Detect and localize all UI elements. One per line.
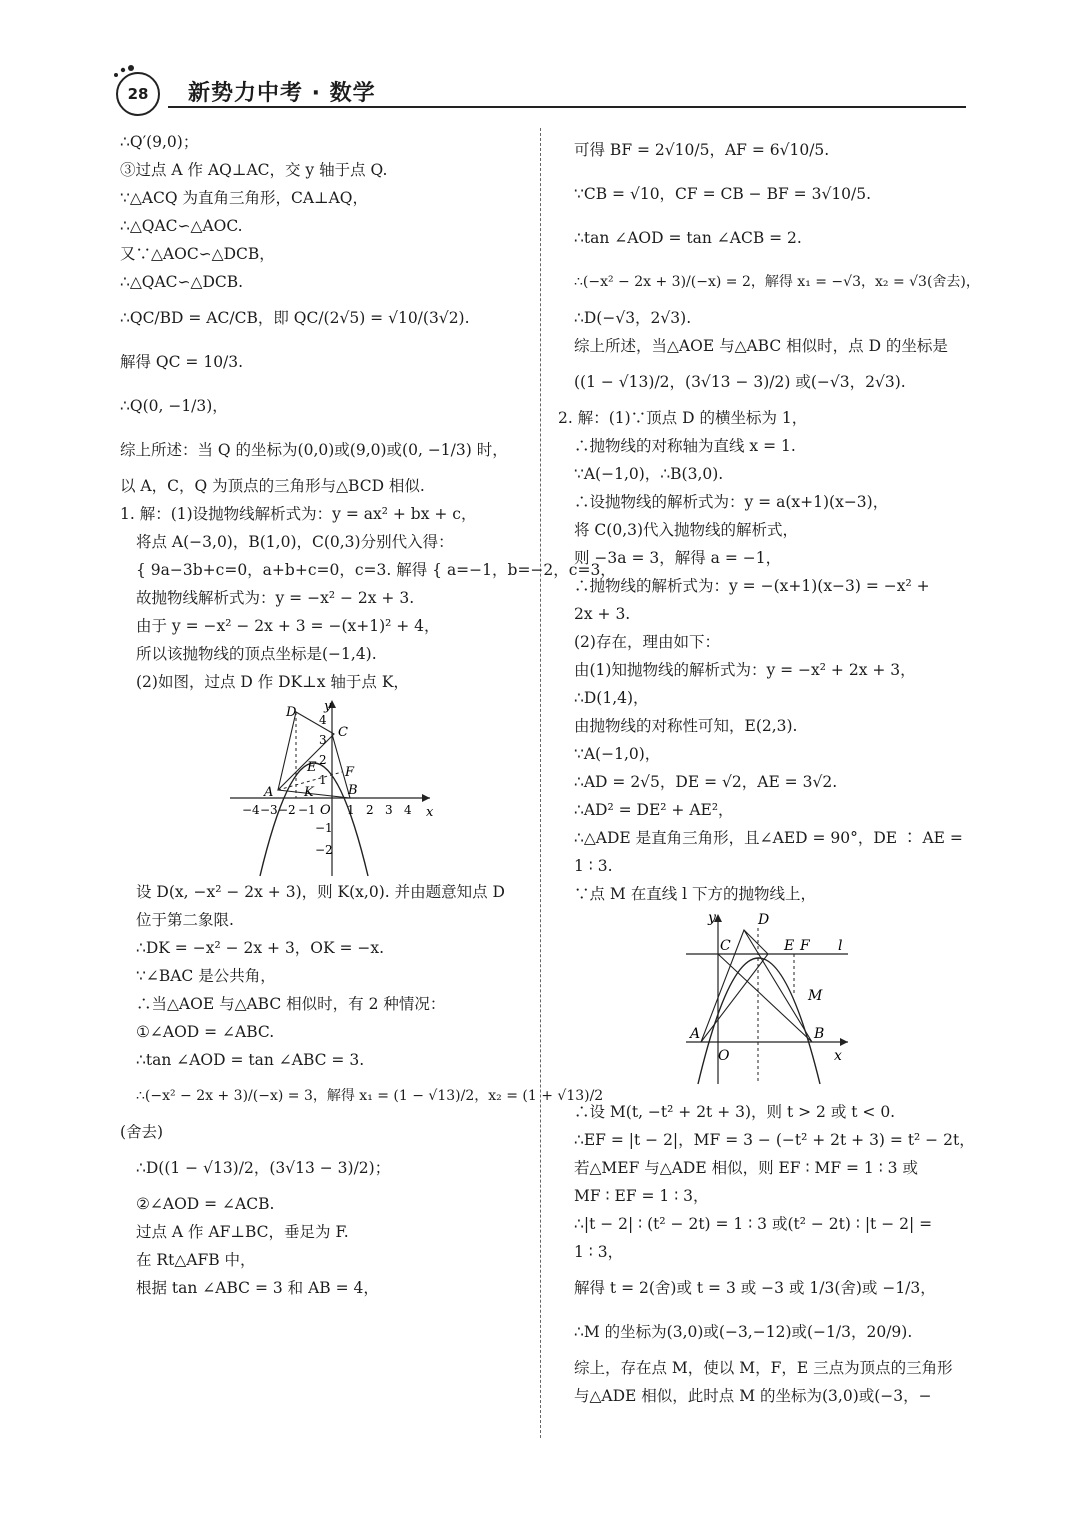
problem-2-line: ∴△ADE 是直角三角形，且∠AED = 90°，DE ∶ AE = bbox=[574, 829, 963, 847]
q-point: ∴Q(0, −1/3)， bbox=[120, 397, 228, 415]
d-point-2: ∴D(−√3，2√3). bbox=[574, 309, 692, 327]
cb-cf: ∵CB = √10，CF = CB − BF = 3√10/5. bbox=[574, 185, 872, 203]
summary-d: 综上所述，当△AOE 与△ABC 相似时，点 D 的坐标是 bbox=[574, 337, 948, 355]
ratio-equation: ∴QC/BD = AC/CB，即 QC/(2√5) = √10/(3√2). bbox=[120, 309, 470, 327]
summary-q-cont: 以 A，C，Q 为顶点的三角形与△BCD 相似. bbox=[120, 477, 425, 495]
problem-2-line: ∵点 M 在直线 l 下方的抛物线上， bbox=[574, 885, 817, 903]
label-y: y bbox=[324, 699, 332, 714]
summary-q: 综上所述：当 Q 的坐标为(0,0)或(9,0)或(0, −1/3) 时， bbox=[120, 441, 508, 459]
label-o: O bbox=[320, 803, 331, 818]
problem-2-line: 1 ∶ 3. bbox=[574, 857, 613, 875]
problem-2-line: ∵A(−1,0)， bbox=[574, 745, 661, 763]
text-line: ∴设 M(t, −t² + 2t + 3)，则 t > 2 或 t < 0. bbox=[574, 1103, 896, 1121]
text-line: ∴tan ∠AOD = tan ∠ABC = 3. bbox=[136, 1051, 365, 1069]
text-line: 又∵△AOC∽△DCB， bbox=[120, 245, 275, 263]
problem-2-line: ∴抛物线的解析式为：y = −(x+1)(x−3) = −x² + bbox=[574, 577, 930, 595]
text-line: ∵∠BAC 是公共角， bbox=[136, 967, 276, 985]
label-e: E bbox=[307, 760, 317, 775]
text-line: ∴△QAC∽△AOC. bbox=[120, 217, 243, 235]
page-header bbox=[104, 62, 966, 112]
label-b: B bbox=[348, 783, 358, 798]
problem-1-line: (2)如图，过点 D 作 DK⊥x 轴于点 K， bbox=[136, 673, 409, 691]
right-column bbox=[558, 128, 980, 1410]
label-f: F bbox=[345, 765, 355, 780]
problem-2-line: (2)存在，理由如下： bbox=[574, 633, 720, 651]
problem-2-line: 则 −3a = 3，解得 a = −1， bbox=[574, 549, 782, 567]
x-tick: 4 bbox=[404, 803, 412, 817]
label-k: K bbox=[304, 785, 314, 800]
x-tick: −4 bbox=[242, 803, 260, 817]
problem-2-line: 将 C(0,3)代入抛物线的解析式， bbox=[574, 521, 799, 539]
label-c: C bbox=[720, 938, 731, 954]
label-d: D bbox=[758, 912, 770, 928]
text-line: ③过点 A 作 AQ⊥AC，交 y 轴于点 Q. bbox=[120, 161, 388, 179]
book-title: 新势力中考 · 数学 bbox=[188, 81, 376, 106]
problem-2-line: 2. 解：(1)∵顶点 D 的横坐标为 1， bbox=[558, 409, 808, 427]
text-line: 位于第二象限. bbox=[136, 911, 234, 929]
problem-1-line: 由于 y = −x² − 2x + 3 = −(x+1)² + 4， bbox=[136, 617, 440, 635]
text-line: 若△MEF 与△ADE 相似，则 EF ∶ MF = 1 ∶ 3 或 bbox=[574, 1159, 918, 1177]
page-number: 28 bbox=[116, 72, 160, 116]
text-line: ∴DK = −x² − 2x + 3，OK = −x. bbox=[136, 939, 385, 957]
y-tick: −2 bbox=[315, 843, 333, 857]
text-line: 1 ∶ 3， bbox=[574, 1243, 624, 1261]
problem-2-line: ∴AD = 2√5，DE = √2，AE = 3√2. bbox=[574, 773, 838, 791]
text-line: ①∠AOD = ∠ABC. bbox=[136, 1023, 275, 1041]
problem-2-line: ∴D(1,4)， bbox=[574, 689, 649, 707]
column-divider bbox=[540, 128, 541, 1438]
y-tick: 3 bbox=[319, 733, 327, 747]
y-tick: 2 bbox=[319, 753, 327, 767]
problem-2-line: 2x + 3. bbox=[574, 605, 631, 623]
x-axis-arrow-icon bbox=[840, 1038, 848, 1046]
header-rule bbox=[168, 106, 966, 108]
x-tick: 3 bbox=[385, 803, 393, 817]
problem-2-line: ∴AD² = DE² + AE²， bbox=[574, 801, 734, 819]
text-line: 在 Rt△AFB 中， bbox=[136, 1251, 256, 1269]
label-f: F bbox=[800, 938, 810, 954]
label-x: x bbox=[834, 1048, 842, 1064]
label-o: O bbox=[718, 1048, 730, 1064]
y-tick: 4 bbox=[319, 713, 327, 727]
final-conclusion: 综上，存在点 M，使以 M，F，E 三点为顶点的三角形与△ADE 相似，此时点 M 的坐标为(3,0)或(−3，− bbox=[574, 1359, 953, 1405]
y-tick: 1 bbox=[319, 773, 327, 787]
solve-t: 解得 t = 2(舍)或 t = 3 或 −3 或 1/3(舍)或 −1/3， bbox=[574, 1279, 936, 1297]
problem-1-line: 将点 A(−3,0)，B(1,0)，C(0,3)分别代入得： bbox=[136, 533, 454, 551]
problem-1-line: 所以该抛物线的顶点坐标是(−1,4). bbox=[136, 645, 377, 663]
text-line: ∴|t − 2| ∶ (t² − 2t) = 1 ∶ 3 或(t² − 2t) ∶ |t − 2| = bbox=[574, 1215, 933, 1233]
case2-equation: ∴(−x² − 2x + 3)/(−x) = 2，解得 x₁ = −√3，x₂ = √3(舍去)， bbox=[574, 274, 980, 290]
label-y: y bbox=[708, 910, 716, 926]
label-l: l bbox=[838, 938, 843, 954]
text-line: ∴EF = |t − 2|，MF = 3 − (−t² + 2t + 3) = t² − 2t， bbox=[574, 1131, 975, 1149]
label-c: C bbox=[338, 725, 348, 740]
label-a: A bbox=[690, 1026, 701, 1042]
text-line: ∴当△AOE 与△ABC 相似时，有 2 种情况： bbox=[136, 995, 446, 1013]
x-tick: 1 bbox=[347, 803, 355, 817]
label-e: E bbox=[784, 938, 795, 954]
problem-2-line: ∴设抛物线的解析式为：y = a(x+1)(x−3)， bbox=[574, 493, 889, 511]
x-tick: 2 bbox=[366, 803, 374, 817]
bf-af: 可得 BF = 2√10/5，AF = 6√10/5. bbox=[574, 141, 830, 159]
text-line: 根据 tan ∠ABC = 3 和 AB = 4， bbox=[136, 1279, 379, 1297]
problem-2-line: 由(1)知抛物线的解析式为：y = −x² + 2x + 3， bbox=[574, 661, 916, 679]
d-point-1: ∴D((1 − √13)/2，(3√13 − 3)/2)； bbox=[136, 1159, 391, 1177]
x-tick: −2 bbox=[278, 803, 296, 817]
text-line: ∴△QAC∽△DCB. bbox=[120, 273, 244, 291]
discard-note: (舍去) bbox=[120, 1123, 164, 1141]
x-tick: −1 bbox=[298, 803, 316, 817]
x-axis-arrow-icon bbox=[422, 794, 430, 802]
text-line: ∴Q′(9,0)； bbox=[120, 133, 199, 151]
text-line: 设 D(x, −x² − 2x + 3)，则 K(x,0). 并由题意知点 D bbox=[136, 883, 505, 901]
solve-qc: 解得 QC = 10/3. bbox=[120, 353, 244, 371]
problem-2-line: 由抛物线的对称性可知，E(2,3). bbox=[574, 717, 798, 735]
case1-equation: ∴(−x² − 2x + 3)/(−x) = 3，解得 x₁ = (1 − √13)/2，x₂ = (1 + √13)/2 bbox=[136, 1088, 604, 1104]
text-line: MF ∶ EF = 1 ∶ 3， bbox=[574, 1187, 709, 1205]
problem-2-line: ∴抛物线的对称轴为直线 x = 1. bbox=[574, 437, 796, 455]
label-b: B bbox=[814, 1026, 825, 1042]
summary-d-cont: ((1 − √13)/2，(3√13 − 3)/2) 或(−√3，2√3). bbox=[574, 373, 906, 391]
problem-1-line: 故抛物线解析式为：y = −x² − 2x + 3. bbox=[136, 589, 415, 607]
m-coordinates: ∴M 的坐标为(3,0)或(−3,−12)或(−1/3，20/9). bbox=[574, 1323, 913, 1341]
problem-1-line: 1. 解：(1)设抛物线解析式为：y = ax² + bx + c， bbox=[120, 505, 477, 523]
y-tick: −1 bbox=[315, 821, 333, 835]
figure-1-parabola bbox=[120, 696, 530, 878]
label-x: x bbox=[426, 805, 434, 820]
label-a: A bbox=[264, 785, 274, 800]
problem-2-line: ∵A(−1,0)，∴B(3,0). bbox=[574, 465, 724, 483]
label-d: D bbox=[286, 705, 297, 720]
tan-line: ∴tan ∠AOD = tan ∠ACB = 2. bbox=[574, 229, 802, 247]
x-tick: −3 bbox=[260, 803, 278, 817]
problem-1-system: { 9a−3b+c=0，a+b+c=0，c=3. 解得 { a=−1，b=−2，c=3， bbox=[136, 561, 616, 579]
text-line: ②∠AOD = ∠ACB. bbox=[136, 1195, 275, 1213]
text-line: ∵△ACQ 为直角三角形，CA⊥AQ， bbox=[120, 189, 369, 207]
label-m: M bbox=[808, 988, 823, 1004]
figure-2-parabola bbox=[558, 908, 966, 1098]
text-line: 过点 A 作 AF⊥BC，垂足为 F. bbox=[136, 1223, 349, 1241]
